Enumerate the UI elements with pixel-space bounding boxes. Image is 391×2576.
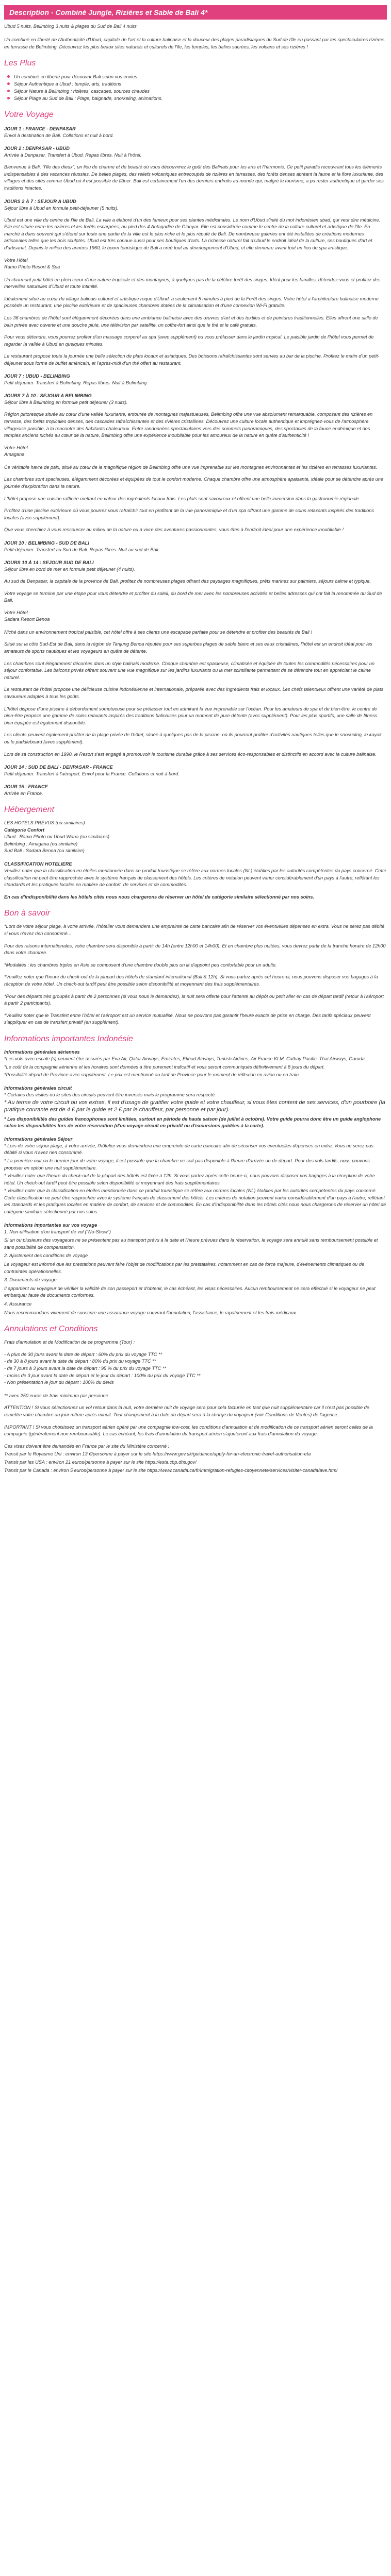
note-line: 3. Documents de voyage xyxy=(4,1277,57,1283)
info-paragraph: IMPORTANT ! Si vous choisissez un transport aérien opéré par une compagnie low-cost, les conditions d'annulation et de modification de ce transport aérien seront celles de la compagnie (généralement non remboursable). Le cas échéant, les frais d'annulation du transport aérien s'ajouteront aux frais d'annulation du voyage. xyxy=(4,1424,373,1437)
sub-heading: Informations importantes sur vos voyage xyxy=(4,1222,97,1228)
sub-heading: Informations générales Séjour xyxy=(4,1136,73,1142)
day-description: Séjour libre à Ubud en formule petit-déjeuner (5 nuits). xyxy=(4,205,119,211)
hotel-block xyxy=(4,609,387,623)
hotel-list-line: Belimbing : Amagana (ou similaire) xyxy=(4,841,78,846)
day-description: Petit déjeuner. Transfert à l'aéroport. Envol pour la France. Collations et nuit à bord. xyxy=(4,771,180,777)
info-paragraph: *Pour des départs très groupés à partir de 2 personnes (si vous nous le demandez), la nuit sera offerte pour l'attente au dépôt ou petit aller en cas de départ tardif (retour à l'aéroport à partir 2 participants). xyxy=(4,993,384,1006)
info-paragraph: * Veuillez noter que l'heure du check-out de la plupart des hôtels est fixée à 12h. Si vous partez après cette heure-ci, nous pouvons disposer vos bagages à la réception de votre hôtel. Un check-out tardif peut être possible selon disponibilité et moyennant des frais supplémentaires. xyxy=(4,1173,375,1185)
hotel-description: Lors de sa construction en 1990, le Resort s'est engagé à promouvoir le tourisme durable grâce à ses services éco-responsables et distinctifs en accord avec la culture balinaise. xyxy=(4,751,377,757)
plus-item: Séjour Plage au Sud de Bali : Plage, baignade, snorkeling, animations. xyxy=(7,95,387,102)
info-paragraph: * La première nuit ou le dernier jour de votre voyage, il est possible que la chambre ne soit pas disponible à l'heure d'arrivée ou de départ. Pour des vols tardifs, nous pouvons proposer en option une nuit supplémentaire. xyxy=(4,1158,370,1171)
hotel-list-line: Sud Bali : Sadara Benoa (ou similaire) xyxy=(4,848,85,854)
hotel-list-line: Ubud : Ramo Photo ou Ubud Wana (ou similaires) xyxy=(4,834,110,840)
classification-note: En cas d'indisponibilité dans les hôtels cités nous nous chargerons de réserver un hôtel de catégorie similaire sélectionné par nos soins. xyxy=(4,894,315,900)
ubud-paragraph: Ubud est une ville du centre de l'île de Bali. La ville a élaboré d'un des fameux pour ses plantes médicinales. Le nom d'Ubud s'inité du mot indonésien ubad, qui veut dire médicine. Elle est située entre les rizières et les forêts escarpées, au pied des 4 Antagadire de Gianyar. Elle est considérée comme le centre de la culture culturel et artistique de l'île. En marché à dans souvent qui s'étend sur toute une partie de la ville est le plus riche et le plus réputé de Bali. De nombreuse galeries ont été installées de créations modernes artisanales telles que les bois sculptés. Ubud est très connue aussi pour ses boutiques d'arts. La richesse naturel fait d'Ubud le endroit idéal de la culture, ses boutiques d'art et d'artisanat. Depuis le milieu des années 1960, le boom touristique de Bali a créé tout au développement d'Ubud, et elle demeure avant tout un lieu de spa artistique. xyxy=(4,217,381,250)
hotel-description: Les chambres sont spacieuses, élégamment décorées et équipées de tout le confort moderne. Chaque chambre offre une atmosphère apaisante, idéale pour se détendre après une journée d'exploration dans la nature. xyxy=(4,477,383,489)
fee-line: - Non présentation le jour du départ : 100% du devis xyxy=(4,1380,114,1385)
hotel-name: Amagana xyxy=(4,451,25,457)
hotel-description: Un charmant petit hôtel en plein cœur d'une nature tropicale et des montagnes, à quelques pas de la célèbre forêt des singes. Idéal pour les familles, détendez-vous et profitez des merveilles naturelles d'Ubud et toute intimité. xyxy=(4,277,381,290)
hotel-description: Ce véritable havre de paix, situé au cœur de la magnifique région de Belimbing offre une vue imprenable sur les montagnes environnantes et les rizières en terrasses luxuriantes. xyxy=(4,464,378,470)
bullet-icon xyxy=(7,97,10,99)
day-title: JOURS 7 À 10 : SEJOUR A BELIMBING xyxy=(4,393,92,399)
info-paragraph: * Lors de votre séjour plage, à votre arrivée, l'hôtelier vous demandera une empreinte de carte bancaire afin de sécuriser vos éventuelles dépenses en extra. Vous ne serez pas débité si vous n'avez rien consommé. xyxy=(4,1143,373,1156)
section-title-bon-a-savoir: Bon à savoir xyxy=(4,909,50,918)
hotel-description: Les chambres sont élégamment décorées dans un style balinais moderne. Chaque chambre est spacieuse, climatisée et équipée de toutes les commodités nécessaires pour un séjour confortable. Les balcons privés offrent souvent une vue magnifique sur les jardins luxuriants ou la mer scintillante permettant de se détendre tout en appréciant le calme naturel. xyxy=(4,660,375,680)
info-paragraph: *Veuillez noter que le Transfert entre l'hôtel et l'aéroport est un service mutualisé. Nous ne pouvons pas garantir l'heure exacte de prise en charge. Des tarifs spéciaux peuvent s'appliquer en cas de transfert privatif (en supplément). xyxy=(4,1012,371,1025)
sub-heading: Informations générales circuit xyxy=(4,1085,72,1091)
hotel-description: Le restaurant de l'hôtel propose une délicieuse cuisine indonésienne et internationale, préparée avec des ingrédients frais et locaux. Les chefs talentueux offrent une variété de plats savoureux adaptés à tous les goûts. xyxy=(4,687,384,699)
page-title-banner: Description - Combiné Jungle, Rizières et Sable de Bali 4* xyxy=(4,5,387,20)
day-description: Séjour libre à Belimbing en formule petit déjeuner (3 nuits). xyxy=(4,400,128,405)
fee-line: - A plus de 30 jours avant la date de départ : 60% du prix du voyage TTC ** xyxy=(4,1351,162,1357)
hotel-list-line: Catégorie Confort xyxy=(4,827,45,833)
info-paragraph: Transit par le Canada : environ 5 euros/personne à payer sur le site https://www.canada.ca/fr/immigration-refugies-citoyennete/services/visiter-canada/ave.html xyxy=(4,1467,338,1473)
info-paragraph: * Au terme de votre circuit ou vos extras, il est d'usage de gratifier votre guide et votre chauffeur, si vous êtes content de ses services, d'un pourboire (la pratique courante est de 4 € par le guide et 2 € par le chauffeur, par personne et par jour). xyxy=(4,1099,385,1113)
plus-item: Séjour Nature à Belimbing : rizières, cascades, sources chaudes xyxy=(7,88,387,95)
bali-intro-paragraph: Bienvenue à Bali, "l'île des dieux", un lieu de charme et de beauté où vous découvrirez le goût des Balinais pour les arts et l'harmonie. Ce petit paradis recouvrant tous les éléments indispensables à des vacances réussies. De belles plages, des reliefs volcaniques entrecoupés de rizières en terrasses, des forêts denses abritant la faune et la flore luxuriante, des villages et des cités comme Ubud où il est possible de flâner. Bali est certainement l'un des derniers endroits au monde qui, malgré le tourisme, a pu rester authentique et garder ses traditions intactes. xyxy=(4,164,384,191)
bullet-icon xyxy=(7,82,10,85)
hotel-list-line: LES HOTELS PREVUS (ou similaires) xyxy=(4,820,85,826)
day-title: JOUR 7 : UBUD - BELIMBING xyxy=(4,374,70,379)
classification-paragraph: Veuillez noter que la classification en étoiles mentionnée dans ce produit touristique se réfère aux normes locales (NL) établies par les autorités compétentes du pays concerné. Cette classification ne peut être rapprochée avec le système français de classement des hôtels. Les critères de notation peuvent varier considérablement d'un pays à l'autre, reflétant les standards et les pratiques locales en matière de confort, de services et de commodités. xyxy=(4,868,386,888)
section-title-plus: Les Plus xyxy=(4,59,36,68)
info-paragraph: *Lors de votre séjour plage, à votre arrivée, l'hôtelier vous demandera une empreinte de carte bancaire afin de réserver vos éventuelles dépenses en extra. Vous ne serez pas débité si vous n'avez rien consommé... xyxy=(4,924,385,937)
day-description: Petit déjeuner. Transfert à Belimbing. Repas libres. Nuit à Belimbing. xyxy=(4,380,148,386)
section-title-voyage: Votre Voyage xyxy=(4,110,54,120)
plus-item: Séjour Authentique à Ubud : temple, arts, traditions xyxy=(7,80,387,88)
note-line: Nous recommandons vivement de souscrire une assurance voyage couvrant l'annulation, l'assistance, le rapatriement et les frais médicaux. xyxy=(4,1310,298,1315)
info-paragraph: Transit par le Royaume Uni : environ 13 €/personne à payer sur le site https://www.gov.uk/guidance/apply-for-an-electronic-travel-authorisation-eta xyxy=(4,1451,311,1457)
hotel-description: L'hôtel propose une cuisine raffinée mettant en valeur des ingrédients locaux frais. Les plats sont savoureux et offrent une belle immersion dans la gastronomie régionale. xyxy=(4,496,361,501)
info-paragraph: Transit par les USA : environ 21 euros/personne à payer sur le site https://esta.cbp.dhs.gov/ xyxy=(4,1459,197,1465)
fee-line: - moins de 3 jour avant la date de départ et le jour du départ : 100% du prix du voyage TTC ** xyxy=(4,1372,201,1378)
hotel-description: Le restaurant propose toute la journée une belle sélection de plats locaux et asiatiques. Des boissons rafraîchissantes sont servies au bar de la piscine. Profitez le matin d'un petit-déjeuner sous forme de buffet américain, et l'après-midi d'un thé offert au restaurant. xyxy=(4,353,380,366)
bullet-icon xyxy=(7,75,10,78)
sub-heading: Informations générales aériennes xyxy=(4,1049,80,1055)
info-paragraph: *Veuillez noter que l'heure du check-out de la plupart des hôtels de standard international (Bali & 12h). Si vous partez après cet heure-ci, nous pouvons disposer vos bagages à la réception de votre hôtel. Un check-out tardif peut être possible selon disponibilité et moyennant des frais supplémentaires. xyxy=(4,974,378,987)
day-title: JOUR 15 : FRANCE xyxy=(4,784,48,790)
info-paragraph: Pour des raisons internationales, votre chambre sera disponible à partir de 14h (entre 12h00 et 14h00). Et en chambre plus nuitées, vous devrez partir de la tranche horaire de 12h00 dans votre chambre. xyxy=(4,943,386,956)
bullet-icon xyxy=(7,90,10,92)
voyage-notes xyxy=(4,1229,387,1317)
info-paragraph: * Les disponibilités des guides francophones sont limitées, surtout en période de haute saison (de juillet à octobre). Votre guide pourra donc être un guide anglophone selon les disponibilités lors de votre réservation (d'un voyage circuit en privatif ou d'excursions guidées à la carte). xyxy=(4,1116,381,1129)
note-line: Si un ou plusieurs des voyageurs ne se présentent pas au transport prévu à la date et l'heure prévues dans la réservation, le voyage sera annulé sans remboursement possible et sans possibilité de compensation. xyxy=(4,1238,378,1250)
note-line: 2. Ajustement des conditions de voyage xyxy=(4,1253,88,1259)
info-paragraph: *Possibilité départ de Province avec supplément. Le prix est mentionné au tarif de Province pour le moment de réflexion en avion ou en train. xyxy=(4,1072,300,1078)
hotel-label: Votre Hôtel xyxy=(4,609,28,615)
hotel-description: Niché dans un environnement tropical paisible, cet hôtel offre à ses clients une escapade parfaite pour se détendre et profiter des beautés de Bali ! xyxy=(4,629,313,635)
info-paragraph: * Veuillez noter que la classification en étoiles mentionnée dans ce produit touristique se réfère aux normes locales (NL) établies par les autorités compétentes du pays concerné. Cette classification ne peut être rapprochée avec le système français de classement des hôtels. Les critères de notation peuvent varier considérablement d'un pays à l'autre, reflétant les standards et les pratiques locales en matière de confort, de services et de commodités. En cas d'indisponibilité dans les hôtels cités nous nous chargerons de réserver un hôtel de catégorie similaire sélectionné par nos soins. xyxy=(4,1188,386,1215)
info-paragraph: ** avec 250 euros de frais minimum par personne xyxy=(4,1393,108,1398)
belimbing-paragraph: Région pittoresque située au cœur d'une vallée luxuriante, entourée de montagnes majestueuses, Belimbing offre une vue absolument remarquable, composant des rizières en terrasse, des forêts tropicales denses, des cascades rafraîchissantes et des rivières cristallines. Découvrez une culture locale authentique et imprégnez-vous de l'atmosphère villageoise paisible, à la rencontre des habitants chaleureux. Entre randonnées spectaculaires vers des sommets panoramiques, des spectacles de la faune endémique et des temples anciens nichés au cœur de la nature, Belimbing offre une expérience inoubliable pour les amoureux de la nature en quête d'authenticité ! xyxy=(4,412,373,438)
hotel-label: Votre Hôtel xyxy=(4,445,28,450)
day-description: Envol à destination de Bali. Collations et nuit à bord. xyxy=(4,133,114,139)
day-description: Arrivée en France. xyxy=(4,791,43,796)
info-paragraph: *Les vols avec escale (s) peuvent être assurés par Eva Air, Qatar Airways, Emirates, Etihad Airways, Turkish Airlines, Air France KLM, Cathay Pacific, Thai Airways, Garuda... xyxy=(4,1056,369,1061)
day-title: JOUR 1 : FRANCE - DENPASAR xyxy=(4,126,76,132)
day-title: JOUR 14 : SUD DE BALI - DENPASAR - FRANCE xyxy=(4,765,113,770)
hotel-description: Les clients peuvent également profiter de la plage privée de l'hôtel, située à quelques pas de la piscine, où ils pourront profiter d'activités nautiques telles que le snorkeling, le kayak ou le paddleboard (avec supplément). xyxy=(4,732,382,744)
hotel-description: Pour vous détendre, vous pourrez profiter d'un massage corporel au spa (avec supplément) ou vous prélasser dans le jardin tropical. Le paisible jardin de l'hôtel vous permet de regarder la vallée à Ubud en quelques minutes. xyxy=(4,334,374,347)
classification-title: CLASSIFICATION HOTELIERE xyxy=(4,861,72,867)
fee-line: - de 30 à 8 jours avant la date de départ : 80% du prix du voyage TTC ** xyxy=(4,1359,156,1364)
cancellation-fees xyxy=(4,1351,387,1386)
sud-bali-paragraph: Votre voyage se termine par une étape pour vous détendre et profiter du soleil, du bord de mer avec les nombreuses activités et belles adresses qui ont fait la renommée du Sud de Bali. xyxy=(4,590,382,603)
hotel-description: Profitez d'une piscine extérieure où vous pourrez vous rafraîchir tout en profitant de la vue panoramique et d'un spa offrant une gamme de soins relaxants inspirés des traditions locales (avec supplément). xyxy=(4,508,374,520)
note-line: Le voyageur est informé que les prestations peuvent faire l'objet de modifications par les prestataires, notamment en cas de force majeure, d'événements climatiques ou de contraintes opérationnelles. xyxy=(4,1262,365,1274)
day-description: Petit-déjeuner. Transfert au Sud de Bali. Repas libres. Nuit au sud de Bali. xyxy=(4,547,160,552)
day-title: JOUR 10 : BELIMBING - SUD DE BALI xyxy=(4,540,89,546)
section-title-annulation: Annulations et Conditions xyxy=(4,1325,98,1334)
page-subtitle: Ubud 5 nuits, Belimbing 3 nuits & plages du Sud de Bali 4 nuits xyxy=(4,24,137,29)
sud-bali-paragraph: Au sud de Denpasar, la capitale de la province de Bali, profitez de nombreuses plages offrant des paysages magnifiques, prêts marines sur palmiers, séjours calme et typique. xyxy=(4,579,371,584)
info-paragraph: * Certains des visites ou le sites des circuits peuvent être inversés mais le programme sera respecté. xyxy=(4,1092,216,1097)
hotel-name: Sadara Resort Benoa xyxy=(4,616,50,622)
intro-paragraph: Un combiné en liberté de l'Authenticité d'Ubud, capitale de l'art et la culture balinaise et la douceur des plages paradisiaques du Sud de l'île en passant par les spectaculaires rizières en terrasse de Belimbing. Découvrez les plus beaux sites naturels et culturels de l'île, les temples, les balins sacrées, les volcans et ses rizières ! xyxy=(4,37,385,49)
info-paragraph: ATTENTION ! Si vous sélectionnez un vol retour dans la nuit, votre dernière nuit de voyage sera pour cela facturée en tant que nuit supplémentaire car il n'est pas possible de remettre votre chambre au jour même après minuit. Tout changement à la date du départ sera à la charge du voyageur (voir Conditions de Ventes) de l'agence. xyxy=(4,1405,369,1417)
plus-list xyxy=(4,73,387,102)
hotel-label: Votre Hôtel xyxy=(4,257,28,263)
hotel-description: Que vous cherchiez à vous ressourcer au milieu de la nature ou à vivre des aventures passionnantes, vous êtes à l'endroit idéal pour une expérience inoubliable ! xyxy=(4,527,344,533)
hotel-description: Les 36 chambres de l'hôtel sont élégamment décorées dans une ambiance balinaise avec des œuvres d'art et des textiles et de peintures traditionnelles. Elles offrent une salle de bain privée avec ouverte et une douche pluie, une télévision par satellite, un coffre-fort ainsi que le thé et le café gratuits. xyxy=(4,315,378,328)
day-description: Arrivée à Denpasar. Transfert à Ubud. Repas libres. Nuit à l'hôtel. xyxy=(4,152,142,158)
section-title-hebergement: Hébergement xyxy=(4,805,54,815)
info-paragraph: Frais d'annulation et de Modification de ce programme (Tour) : xyxy=(4,1340,135,1345)
day-description: Séjour libre en bord de mer en formule petit déjeuner (4 nuits). xyxy=(4,567,135,572)
day-title: JOURS 10 À 14 : SEJOUR SUD DE BALI xyxy=(4,560,94,565)
hotel-description: Idéalement situé au cœur du village balinais culturel et artistique roque d'Ubud, à seulement 5 minutes à pied de la Forêt des singes. Votre hôtel a l'architecture balinaise moderne possède un restaurant, une piscine extérieure et de spacieuses chambres dotées de la climatisation et d'une connexion Wi-Fi gratuite. xyxy=(4,296,379,309)
hotel-block xyxy=(4,445,387,458)
hotel-block xyxy=(4,257,387,270)
fee-line: - de 7 jours à 3 jours avant la date de départ : 95 % du prix du voyage TTC ** xyxy=(4,1365,167,1371)
hotel-name: Ramo Photo Resort & Spa xyxy=(4,264,60,269)
section-title-importantes: Informations importantes Indonésie xyxy=(4,1034,133,1043)
info-paragraph: Ces visas doivent être demandés en France par le site du Ministère concerné : xyxy=(4,1443,170,1449)
info-paragraph: *Le coût de la compagnie aérienne et les horaires sont données à titre purement indicatif et vous seront communiqués définitivement à 8 jours du départ. xyxy=(4,1064,325,1070)
plus-item: Un combiné en liberté pour découvrir Bali selon vos envies xyxy=(7,73,387,80)
day-title: JOUR 2 : DENPASAR - UBUD xyxy=(4,146,70,151)
hotel-description: L'hôtel dispose d'une piscine à débordement somptueuse pour se prélasser tout en admirant la vue imprenable sur l'océan. Pour les amateurs de spa et de bien-être, le centre de bien-être propose une gamme de soins relaxants inspirés des traditions balinaises pour un moment de pure détente (avec supplément). Pour les plus sportifs, une salle de fitness bien équipée est également disponible. xyxy=(4,706,378,725)
note-line: Il appartient au voyageur de vérifier la validité de son passeport et d'obtenir, le cas échéant, les visas nécessaires. Aucun remboursement ne sera effectué si le voyageur ne peut embarquer faute de documents conformes. xyxy=(4,1285,376,1298)
hotel-list xyxy=(4,820,387,855)
note-line: 1. Non-utilisation d'un transport de vol ("No-Show") xyxy=(4,1229,111,1234)
note-line: 4. Assurance xyxy=(4,1301,32,1307)
info-paragraph: *Modalités : les chambres triples en Asie se composent d'une chambre double plus un lit d'appoint peu confortable pour un adulte. xyxy=(4,962,277,968)
day-title: JOURS 2 À 7 : SEJOUR A UBUD xyxy=(4,198,76,204)
hotel-description: Situé sur la côte Sud-Est de Bali, dans la région de Tanjung Benoa réputée pour ses superbes plages de sable blanc et ses eaux cristallines, l'hôtel est un endroit idéal pour les amateurs de sports nautiques et les voyageurs en quête de détente. xyxy=(4,641,372,654)
